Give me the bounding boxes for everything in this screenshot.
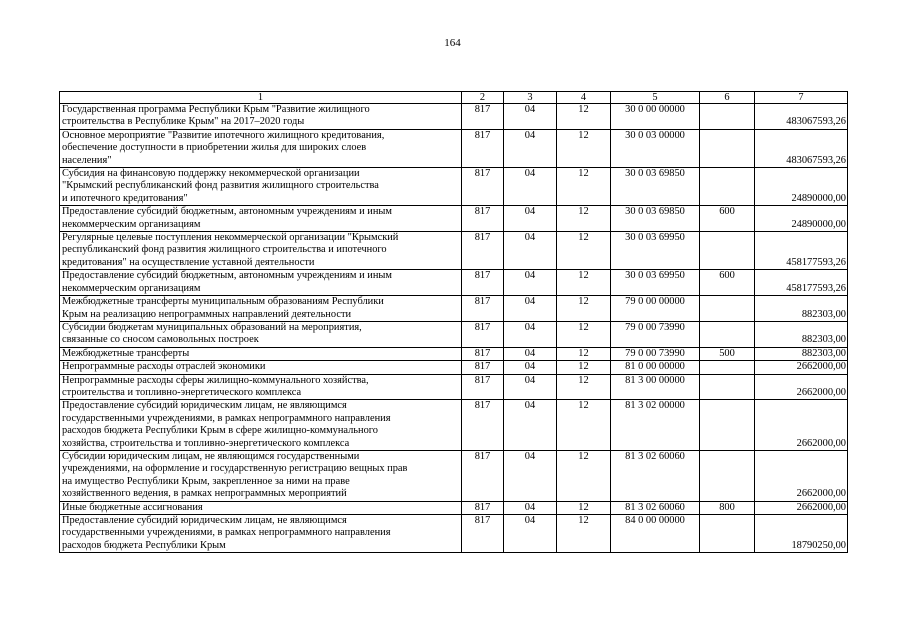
row-description	[60, 206, 462, 232]
subsection-code: 12	[557, 168, 611, 206]
row-description	[60, 104, 462, 130]
section-code: 04	[504, 104, 557, 130]
column-header-2: 2	[462, 92, 504, 104]
ministry-code: 817	[462, 270, 504, 296]
description-line: расходов бюджета Республики Крым в сфере жилищно-коммунального	[62, 425, 379, 437]
ministry-code: 817	[462, 400, 504, 451]
expense-type-code	[700, 374, 755, 400]
section-code: 04	[504, 450, 557, 501]
row-description	[60, 347, 462, 360]
target-article-code: 79 0 00 73990	[611, 321, 700, 347]
amount: 882303,00	[755, 321, 848, 347]
target-article-code: 81 3 02 60060	[611, 450, 700, 501]
target-article-code: 81 0 00 00000	[611, 361, 700, 374]
subsection-code: 12	[557, 515, 611, 553]
description-line: учреждениями, на оформление и государственную регистрацию вещных прав	[62, 463, 408, 475]
description-line: Предоставление субсидий юридическим лицам, не являющимся	[62, 400, 347, 412]
description-line: строительства в Республике Крым" на 2017–2020 годы	[62, 116, 305, 128]
budget-table	[59, 91, 848, 553]
description-line: Государственная программа Республики Крым "Развитие жилищного	[62, 104, 370, 115]
expense-type-code	[700, 321, 755, 347]
section-code: 04	[504, 168, 557, 206]
ministry-code: 817	[462, 450, 504, 501]
expense-type-code	[700, 450, 755, 501]
description-line: Непрограммные расходы сферы жилищно-коммунального хозяйства,	[62, 374, 369, 386]
subsection-code: 12	[557, 206, 611, 232]
section-code: 04	[504, 206, 557, 232]
description-line: расходов бюджета Республики Крым	[62, 539, 226, 551]
description-line: Регулярные целевые поступления некоммерческой организации "Крымский	[62, 232, 399, 244]
description-line: обеспечение доступности в приобретении жилья для широких слоев	[62, 142, 367, 154]
table-body	[60, 92, 848, 553]
description-line: Крым на реализацию непрограммных направлений деятельности	[62, 308, 352, 320]
description-line: связанные со сносом самовольных построек	[62, 334, 259, 346]
ministry-code: 817	[462, 374, 504, 400]
row-description	[60, 400, 462, 451]
description-line: Субсидия на финансовую поддержку некоммерческой организации	[62, 168, 360, 180]
target-article-code: 30 0 03 69850	[611, 206, 700, 232]
description-line: строительства и топливно-энергетического комплекса	[62, 386, 302, 398]
section-code: 04	[504, 361, 557, 374]
table-row	[60, 321, 848, 347]
amount: 18790250,00	[755, 515, 848, 553]
ministry-code: 817	[462, 129, 504, 167]
subsection-code: 12	[557, 232, 611, 270]
section-code: 04	[504, 347, 557, 360]
table-row	[60, 347, 848, 360]
description-line: государственными учреждениями, в рамках непрограммного направления	[62, 412, 391, 424]
table-row	[60, 400, 848, 451]
ministry-code: 817	[462, 104, 504, 130]
description-line: хозяйственного ведения, в рамках непрограммных мероприятий	[62, 488, 347, 500]
section-code: 04	[504, 400, 557, 451]
amount: 2662000,00	[755, 361, 848, 374]
description-line: некоммерческим организациям	[62, 218, 201, 230]
amount: 483067593,26	[755, 104, 848, 130]
description-line: и ипотечного кредитования"	[62, 192, 188, 204]
subsection-code: 12	[557, 501, 611, 514]
amount: 458177593,26	[755, 232, 848, 270]
ministry-code: 817	[462, 361, 504, 374]
table-row	[60, 515, 848, 553]
table-row	[60, 374, 848, 400]
description-line: "Крымский республиканский фонд развития жилищного строительства	[62, 180, 379, 192]
ministry-code: 817	[462, 168, 504, 206]
description-line: Межбюджетные трансферты	[62, 347, 190, 359]
description-line: Основное мероприятие "Развитие ипотечного жилищного кредитования,	[62, 129, 385, 141]
subsection-code: 12	[557, 347, 611, 360]
target-article-code: 81 3 02 60060	[611, 501, 700, 514]
subsection-code: 12	[557, 129, 611, 167]
column-header-4: 4	[557, 92, 611, 104]
target-article-code: 79 0 00 00000	[611, 296, 700, 322]
amount: 882303,00	[755, 296, 848, 322]
section-code: 04	[504, 129, 557, 167]
row-description	[60, 450, 462, 501]
expense-type-code: 800	[700, 501, 755, 514]
target-article-code: 84 0 00 00000	[611, 515, 700, 553]
section-code: 04	[504, 232, 557, 270]
page-number: 164	[444, 37, 461, 49]
ministry-code: 817	[462, 347, 504, 360]
table-row	[60, 501, 848, 514]
row-description	[60, 129, 462, 167]
description-line: Субсидии юридическим лицам, не являющимся государственными	[62, 450, 360, 462]
ministry-code: 817	[462, 501, 504, 514]
table-row	[60, 129, 848, 167]
amount: 24890000,00	[755, 168, 848, 206]
section-code: 04	[504, 321, 557, 347]
table-row	[60, 450, 848, 501]
description-line: Непрограммные расходы отраслей экономики	[62, 361, 266, 373]
expense-type-code	[700, 400, 755, 451]
description-line: хозяйства, строительства и топливно-энергетического комплекса	[62, 437, 350, 449]
expense-type-code	[700, 104, 755, 130]
subsection-code: 12	[557, 400, 611, 451]
description-line: некоммерческим организациям	[62, 282, 201, 294]
table-row	[60, 270, 848, 296]
ministry-code: 817	[462, 232, 504, 270]
ministry-code: 817	[462, 515, 504, 553]
row-description	[60, 374, 462, 400]
row-description	[60, 168, 462, 206]
table-row	[60, 168, 848, 206]
section-code: 04	[504, 515, 557, 553]
column-header-5: 5	[611, 92, 700, 104]
amount: 2662000,00	[755, 501, 848, 514]
expense-type-code	[700, 168, 755, 206]
expense-type-code: 500	[700, 347, 755, 360]
subsection-code: 12	[557, 296, 611, 322]
table-row	[60, 232, 848, 270]
subsection-code: 12	[557, 321, 611, 347]
section-code: 04	[504, 296, 557, 322]
ministry-code: 817	[462, 206, 504, 232]
subsection-code: 12	[557, 104, 611, 130]
amount: 2662000,00	[755, 374, 848, 400]
column-header-1: 1	[60, 92, 462, 104]
column-header-3: 3	[504, 92, 557, 104]
expense-type-code	[700, 361, 755, 374]
description-line: Субсидии бюджетам муниципальных образований на мероприятия,	[62, 321, 362, 333]
ministry-code: 817	[462, 321, 504, 347]
expense-type-code	[700, 232, 755, 270]
section-code: 04	[504, 374, 557, 400]
ministry-code: 817	[462, 296, 504, 322]
description-line: кредитования" на осуществление уставной деятельности	[62, 256, 315, 268]
target-article-code: 30 0 03 69950	[611, 232, 700, 270]
section-code: 04	[504, 501, 557, 514]
target-article-code: 30 0 03 00000	[611, 129, 700, 167]
section-code: 04	[504, 270, 557, 296]
target-article-code: 81 3 00 00000	[611, 374, 700, 400]
amount: 882303,00	[755, 347, 848, 360]
row-description	[60, 501, 462, 514]
row-description	[60, 232, 462, 270]
description-line: населения"	[62, 154, 112, 166]
row-description	[60, 296, 462, 322]
subsection-code: 12	[557, 374, 611, 400]
expense-type-code	[700, 129, 755, 167]
column-header-7: 7	[755, 92, 848, 104]
expense-type-code: 600	[700, 270, 755, 296]
subsection-code: 12	[557, 270, 611, 296]
subsection-code: 12	[557, 361, 611, 374]
row-description	[60, 515, 462, 553]
expense-type-code	[700, 296, 755, 322]
target-article-code: 79 0 00 73990	[611, 347, 700, 360]
subsection-code: 12	[557, 450, 611, 501]
amount: 24890000,00	[755, 206, 848, 232]
amount: 483067593,26	[755, 129, 848, 167]
table-header-row	[60, 92, 848, 104]
description-line: на имущество Республики Крым, закрепленное за ними на праве	[62, 475, 350, 487]
expense-type-code: 600	[700, 206, 755, 232]
table-row	[60, 206, 848, 232]
description-line: Предоставление субсидий юридическим лицам, не являющимся	[62, 515, 347, 526]
description-line: республиканский фонд развития жилищного строительства и ипотечного	[62, 244, 387, 256]
target-article-code: 30 0 00 00000	[611, 104, 700, 130]
row-description	[60, 321, 462, 347]
table-row	[60, 296, 848, 322]
amount: 458177593,26	[755, 270, 848, 296]
amount: 2662000,00	[755, 450, 848, 501]
target-article-code: 30 0 03 69950	[611, 270, 700, 296]
column-header-6: 6	[700, 92, 755, 104]
description-line: Межбюджетные трансферты муниципальным образованиям Республики	[62, 296, 384, 308]
description-line: Предоставление субсидий бюджетным, автономным учреждениям и иным	[62, 270, 392, 282]
table-row	[60, 361, 848, 374]
description-line: Иные бюджетные ассигнования	[62, 501, 203, 513]
target-article-code: 81 3 02 00000	[611, 400, 700, 451]
row-description	[60, 270, 462, 296]
expense-type-code	[700, 515, 755, 553]
amount: 2662000,00	[755, 400, 848, 451]
description-line: Предоставление субсидий бюджетным, автономным учреждениям и иным	[62, 206, 392, 218]
description-line: государственными учреждениями, в рамках непрограммного направления	[62, 527, 391, 539]
table-row	[60, 104, 848, 130]
row-description	[60, 361, 462, 374]
target-article-code: 30 0 03 69850	[611, 168, 700, 206]
